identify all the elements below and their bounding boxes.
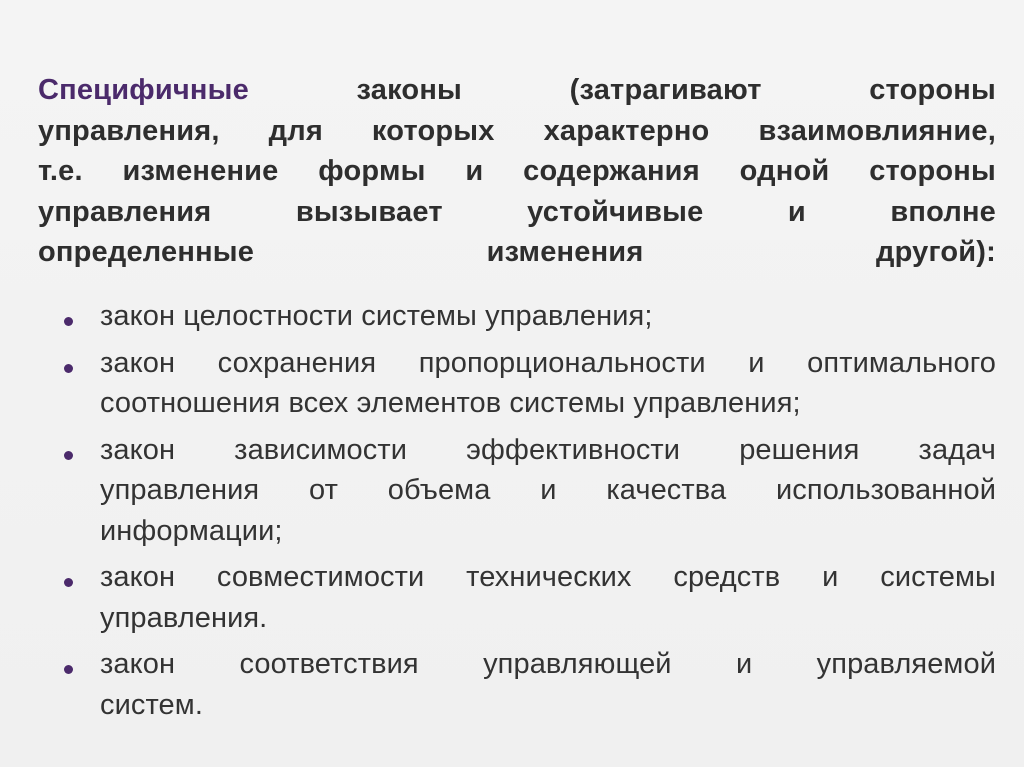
list-item-line: закон соответствия управляющей и управляемой	[100, 648, 996, 680]
list-item-line: систем.	[100, 688, 203, 721]
bullet-dot-icon	[64, 578, 73, 587]
heading-accent-word: Специфичные	[38, 74, 249, 106]
bullet-dot-icon	[64, 451, 73, 460]
list-item	[64, 557, 996, 638]
list-item	[64, 430, 996, 552]
bullet-dot-icon	[64, 317, 73, 326]
heading-line-4: управления вызывает устойчивые и вполне	[38, 195, 996, 228]
heading-line-5: определенные изменения другой):	[38, 236, 996, 268]
list-item	[64, 296, 996, 337]
list-item	[64, 644, 996, 725]
list-item-line: информации;	[100, 514, 283, 547]
list-item-line: закон зависимости эффективности решения задач	[100, 433, 996, 466]
slide-heading	[38, 70, 996, 273]
heading-line-2: управления, для которых характерно взаимовлияние,	[38, 114, 996, 147]
list-item-line: соотношения всех элементов системы управления;	[100, 387, 801, 419]
heading-line-1-rest: законы (затрагивают стороны	[248, 74, 996, 106]
list-item-line: закон сохранения пропорциональности и оптимального	[100, 346, 996, 379]
heading-line-3: т.е. изменение формы и содержания одной стороны	[38, 155, 996, 187]
heading-line-1	[38, 70, 996, 111]
list-item	[64, 343, 996, 424]
bullet-dot-icon	[64, 665, 73, 674]
list-item-line: закон целостности системы управления;	[100, 300, 653, 332]
list-item-line: управления от объема и качества использованной	[100, 474, 996, 506]
laws-list	[64, 296, 996, 731]
list-item-line: управления.	[100, 601, 268, 634]
bullet-dot-icon	[64, 364, 73, 373]
list-item-line: закон совместимости технических средств и системы	[100, 561, 996, 593]
